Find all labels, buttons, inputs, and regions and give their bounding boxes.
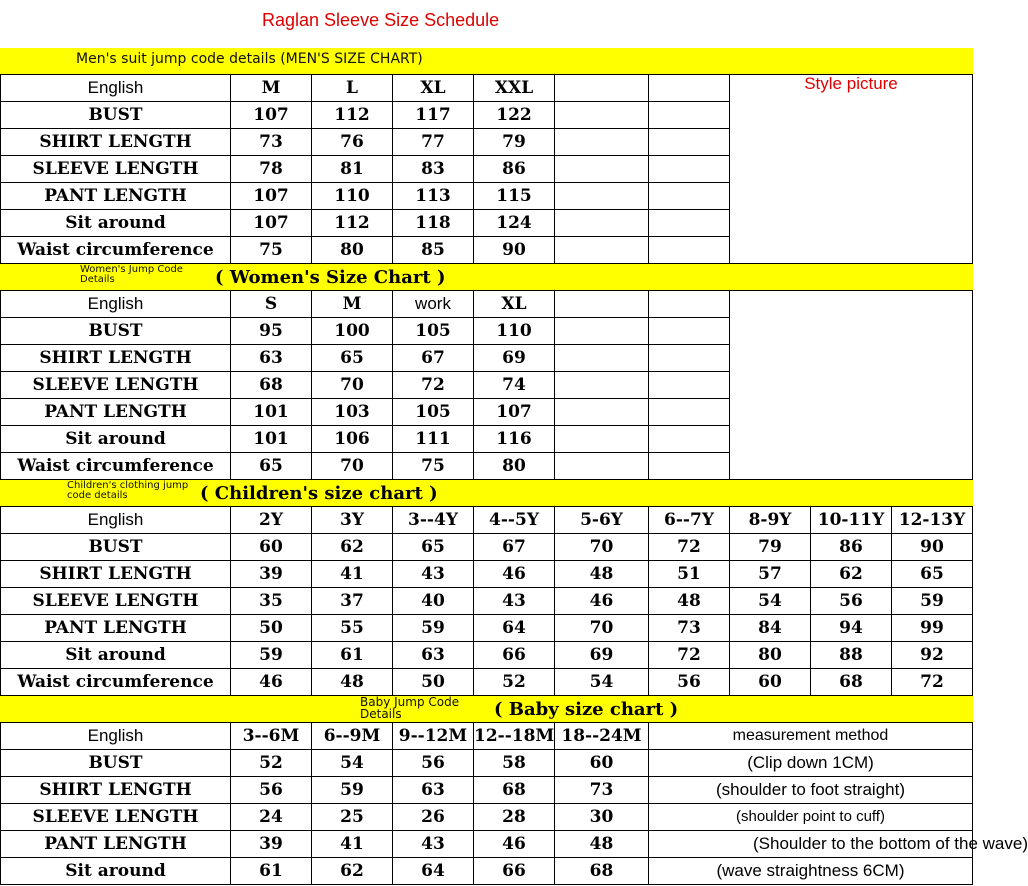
children-header-size: 3Y	[312, 507, 393, 534]
value-cell: 46	[231, 669, 312, 696]
table-row	[1, 561, 973, 588]
value-cell: 86	[811, 534, 892, 561]
children-header-size: 5-6Y	[555, 507, 649, 534]
value-cell: 43	[474, 588, 555, 615]
table-row	[1, 588, 973, 615]
value-cell: 40	[393, 588, 474, 615]
value-cell: 48	[649, 588, 730, 615]
row-label: BUST	[1, 318, 231, 345]
empty-cell	[649, 399, 730, 426]
men-header-size: M	[231, 75, 312, 102]
value-cell: 43	[393, 831, 474, 858]
value-cell: 41	[312, 831, 393, 858]
women-header-size: S	[231, 291, 312, 318]
men-header-english: English	[1, 75, 231, 102]
value-cell: 90	[474, 237, 555, 264]
empty-cell	[555, 399, 649, 426]
children-band-sub: Children's clothing jump code details	[67, 480, 189, 501]
row-label: Sit around	[1, 642, 231, 669]
value-cell: 60	[231, 534, 312, 561]
table-row	[1, 804, 973, 831]
value-cell: 116	[474, 426, 555, 453]
baby-header-size: 9--12M	[393, 723, 474, 750]
value-cell: 61	[231, 858, 312, 885]
value-cell: 70	[555, 534, 649, 561]
style-picture-label: Style picture	[804, 74, 898, 93]
row-label: SLEEVE LENGTH	[1, 156, 231, 183]
row-label: SLEEVE LENGTH	[1, 588, 231, 615]
value-cell: 73	[555, 777, 649, 804]
value-cell: 58	[474, 750, 555, 777]
value-cell: 110	[312, 183, 393, 210]
empty-cell	[555, 291, 649, 318]
baby-header-english: English	[1, 723, 231, 750]
row-label: PANT LENGTH	[1, 615, 231, 642]
baby-header-size: 3--6M	[231, 723, 312, 750]
value-cell: 72	[393, 372, 474, 399]
value-cell: 99	[892, 615, 973, 642]
empty-cell	[649, 129, 730, 156]
women-header-row	[1, 291, 973, 318]
value-cell: 46	[474, 831, 555, 858]
value-cell: 67	[393, 345, 474, 372]
value-cell: 39	[231, 561, 312, 588]
children-header-size: 8-9Y	[730, 507, 811, 534]
measurement-note: (shoulder point to cuff)	[649, 804, 973, 831]
value-cell: 115	[474, 183, 555, 210]
children-size-table	[0, 506, 973, 696]
row-label: SHIRT LENGTH	[1, 561, 231, 588]
value-cell: 62	[312, 534, 393, 561]
value-cell: 60	[555, 750, 649, 777]
value-cell: 107	[231, 102, 312, 129]
value-cell: 84	[730, 615, 811, 642]
measurement-method-header: measurement method	[649, 723, 973, 750]
value-cell: 72	[892, 669, 973, 696]
value-cell: 60	[730, 669, 811, 696]
baby-band-sub: Baby Jump Code Details	[360, 695, 460, 721]
baby-size-table	[0, 722, 1028, 885]
page-title: Raglan Sleeve Size Schedule	[262, 10, 500, 30]
measurement-note: (shoulder to foot straight)	[649, 777, 973, 804]
women-band-sub: Women's Jump Code Details	[80, 264, 183, 285]
children-header-size: 12-13Y	[892, 507, 973, 534]
value-cell: 111	[393, 426, 474, 453]
row-label: PANT LENGTH	[1, 399, 231, 426]
value-cell: 63	[231, 345, 312, 372]
row-label: SLEEVE LENGTH	[1, 372, 231, 399]
value-cell: 59	[231, 642, 312, 669]
value-cell: 72	[649, 642, 730, 669]
value-cell: 70	[555, 615, 649, 642]
empty-cell	[555, 210, 649, 237]
value-cell: 56	[393, 750, 474, 777]
value-cell: 80	[474, 453, 555, 480]
value-cell: 122	[474, 102, 555, 129]
value-cell: 112	[312, 210, 393, 237]
value-cell: 55	[312, 615, 393, 642]
row-label: Waist circumference	[1, 237, 231, 264]
value-cell: 26	[393, 804, 474, 831]
value-cell: 117	[393, 102, 474, 129]
table-row	[1, 831, 973, 858]
value-cell: 46	[474, 561, 555, 588]
value-cell: 95	[231, 318, 312, 345]
value-cell: 54	[555, 669, 649, 696]
empty-cell	[555, 426, 649, 453]
measurement-note: (Shoulder to the bottom of the wave)	[649, 831, 973, 858]
baby-header-row	[1, 723, 973, 750]
children-header-size: 2Y	[231, 507, 312, 534]
value-cell: 85	[393, 237, 474, 264]
value-cell: 48	[312, 669, 393, 696]
value-cell: 65	[312, 345, 393, 372]
value-cell: 63	[393, 777, 474, 804]
row-label: SLEEVE LENGTH	[1, 804, 231, 831]
empty-cell	[649, 291, 730, 318]
value-cell: 107	[231, 210, 312, 237]
empty-cell	[555, 102, 649, 129]
empty-cell	[555, 345, 649, 372]
empty-cell	[649, 183, 730, 210]
value-cell: 54	[312, 750, 393, 777]
men-header-size: XL	[393, 75, 474, 102]
value-cell: 65	[892, 561, 973, 588]
children-header-size: 3--4Y	[393, 507, 474, 534]
empty-cell	[649, 318, 730, 345]
table-row	[1, 534, 973, 561]
women-header-english: English	[1, 291, 231, 318]
empty-cell	[555, 75, 649, 102]
value-cell: 59	[312, 777, 393, 804]
row-label: PANT LENGTH	[1, 831, 231, 858]
empty-cell	[555, 372, 649, 399]
value-cell: 105	[393, 318, 474, 345]
value-cell: 68	[474, 777, 555, 804]
value-cell: 52	[474, 669, 555, 696]
value-cell: 37	[312, 588, 393, 615]
women-band	[0, 264, 973, 290]
value-cell: 66	[474, 642, 555, 669]
empty-cell	[649, 75, 730, 102]
value-cell: 65	[393, 534, 474, 561]
value-cell: 70	[312, 372, 393, 399]
table-row	[1, 615, 973, 642]
measurement-note: (Clip down 1CM)	[649, 750, 973, 777]
row-label: SHIRT LENGTH	[1, 345, 231, 372]
value-cell: 74	[474, 372, 555, 399]
empty-cell	[555, 129, 649, 156]
value-cell: 77	[393, 129, 474, 156]
value-cell: 101	[231, 399, 312, 426]
baby-band-title: ( Baby size chart )	[494, 699, 679, 720]
men-size-table	[0, 74, 973, 264]
value-cell: 24	[231, 804, 312, 831]
row-label: Waist circumference	[1, 669, 231, 696]
value-cell: 63	[393, 642, 474, 669]
value-cell: 70	[312, 453, 393, 480]
measurement-note: (wave straightness 6CM)	[649, 858, 973, 885]
children-header-size: 10-11Y	[811, 507, 892, 534]
value-cell: 110	[474, 318, 555, 345]
value-cell: 105	[393, 399, 474, 426]
value-cell: 46	[555, 588, 649, 615]
value-cell: 51	[649, 561, 730, 588]
empty-cell	[649, 453, 730, 480]
empty-cell	[555, 318, 649, 345]
value-cell: 83	[393, 156, 474, 183]
value-cell: 41	[312, 561, 393, 588]
value-cell: 66	[474, 858, 555, 885]
value-cell: 73	[649, 615, 730, 642]
value-cell: 50	[393, 669, 474, 696]
row-label: BUST	[1, 102, 231, 129]
style-picture-area	[730, 291, 973, 480]
value-cell: 30	[555, 804, 649, 831]
value-cell: 103	[312, 399, 393, 426]
value-cell: 35	[231, 588, 312, 615]
value-cell: 79	[730, 534, 811, 561]
table-row	[1, 777, 973, 804]
value-cell: 92	[892, 642, 973, 669]
value-cell: 56	[231, 777, 312, 804]
row-label: SHIRT LENGTH	[1, 777, 231, 804]
men-band	[0, 48, 973, 74]
value-cell: 59	[393, 615, 474, 642]
value-cell: 43	[393, 561, 474, 588]
women-band-title: ( Women's Size Chart )	[215, 267, 446, 288]
empty-cell	[649, 426, 730, 453]
value-cell: 65	[231, 453, 312, 480]
empty-cell	[555, 237, 649, 264]
children-header-size: 6--7Y	[649, 507, 730, 534]
value-cell: 68	[555, 858, 649, 885]
children-band	[0, 480, 973, 506]
value-cell: 75	[393, 453, 474, 480]
men-header-size: L	[312, 75, 393, 102]
value-cell: 88	[811, 642, 892, 669]
value-cell: 90	[892, 534, 973, 561]
value-cell: 124	[474, 210, 555, 237]
value-cell: 48	[555, 831, 649, 858]
baby-header-size: 18--24M	[555, 723, 649, 750]
value-cell: 28	[474, 804, 555, 831]
value-cell: 118	[393, 210, 474, 237]
value-cell: 48	[555, 561, 649, 588]
children-header-english: English	[1, 507, 231, 534]
value-cell: 79	[474, 129, 555, 156]
value-cell: 75	[231, 237, 312, 264]
value-cell: 78	[231, 156, 312, 183]
value-cell: 39	[231, 831, 312, 858]
value-cell: 54	[730, 588, 811, 615]
women-header-size: XL	[474, 291, 555, 318]
baby-header-size: 6--9M	[312, 723, 393, 750]
value-cell: 64	[393, 858, 474, 885]
value-cell: 106	[312, 426, 393, 453]
women-header-size: work	[393, 291, 474, 318]
value-cell: 72	[649, 534, 730, 561]
empty-cell	[649, 102, 730, 129]
value-cell: 59	[892, 588, 973, 615]
empty-cell	[649, 345, 730, 372]
value-cell: 64	[474, 615, 555, 642]
men-band-label: Men's suit jump code details (MEN'S SIZE CHART)	[76, 51, 423, 67]
table-row	[1, 858, 973, 885]
empty-cell	[555, 156, 649, 183]
children-band-title: ( Children's size chart )	[200, 483, 438, 504]
value-cell: 68	[811, 669, 892, 696]
value-cell: 67	[474, 534, 555, 561]
value-cell: 107	[474, 399, 555, 426]
baby-band	[0, 696, 973, 722]
row-label: PANT LENGTH	[1, 183, 231, 210]
table-row	[1, 750, 973, 777]
value-cell: 112	[312, 102, 393, 129]
value-cell: 62	[312, 858, 393, 885]
empty-cell	[555, 453, 649, 480]
value-cell: 25	[312, 804, 393, 831]
value-cell: 50	[231, 615, 312, 642]
empty-cell	[649, 156, 730, 183]
value-cell: 56	[811, 588, 892, 615]
children-header-row	[1, 507, 973, 534]
table-row	[1, 642, 973, 669]
men-header-row	[1, 75, 973, 102]
empty-cell	[649, 372, 730, 399]
row-label: Sit around	[1, 858, 231, 885]
value-cell: 52	[231, 750, 312, 777]
row-label: SHIRT LENGTH	[1, 129, 231, 156]
row-label: Sit around	[1, 426, 231, 453]
value-cell: 69	[474, 345, 555, 372]
value-cell: 100	[312, 318, 393, 345]
value-cell: 56	[649, 669, 730, 696]
value-cell: 107	[231, 183, 312, 210]
value-cell: 73	[231, 129, 312, 156]
value-cell: 94	[811, 615, 892, 642]
row-label: BUST	[1, 750, 231, 777]
style-picture-area	[730, 75, 973, 264]
value-cell: 101	[231, 426, 312, 453]
empty-cell	[649, 237, 730, 264]
row-label: BUST	[1, 534, 231, 561]
men-header-size: XXL	[474, 75, 555, 102]
value-cell: 81	[312, 156, 393, 183]
value-cell: 76	[312, 129, 393, 156]
value-cell: 86	[474, 156, 555, 183]
value-cell: 57	[730, 561, 811, 588]
row-label: Sit around	[1, 210, 231, 237]
table-row	[1, 669, 973, 696]
empty-cell	[649, 210, 730, 237]
value-cell: 62	[811, 561, 892, 588]
value-cell: 68	[231, 372, 312, 399]
women-size-table	[0, 290, 973, 480]
row-label: Waist circumference	[1, 453, 231, 480]
baby-header-size: 12--18M	[474, 723, 555, 750]
women-header-size: M	[312, 291, 393, 318]
value-cell: 80	[312, 237, 393, 264]
value-cell: 61	[312, 642, 393, 669]
empty-cell	[555, 183, 649, 210]
children-header-size: 4--5Y	[474, 507, 555, 534]
value-cell: 80	[730, 642, 811, 669]
value-cell: 113	[393, 183, 474, 210]
value-cell: 69	[555, 642, 649, 669]
